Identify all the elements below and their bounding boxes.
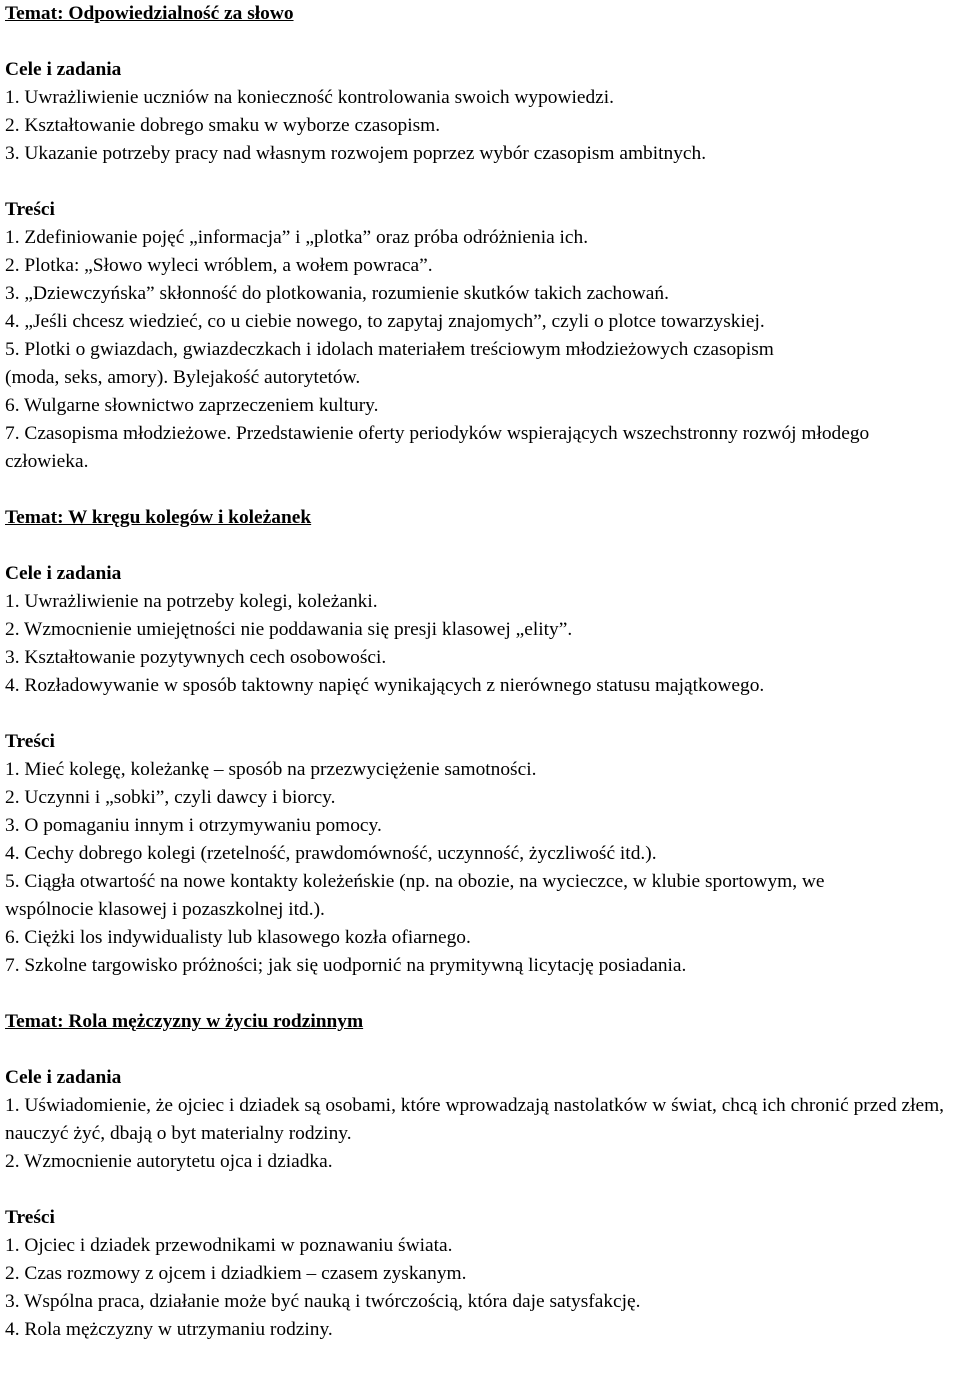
content-item: 2. Plotka: „Słowo wyleci wróblem, a wołem powraca”. xyxy=(5,255,433,276)
goal-item: 3. Kształtowanie pozytywnych cech osobowości. xyxy=(5,647,387,668)
goal-item: 3. Ukazanie potrzeby pracy nad własnym rozwojem poprzez wybór czasopism ambitnych. xyxy=(5,143,707,164)
content-item: 4. Cechy dobrego kolegi (rzetelność, prawdomówność, uczynność, życzliwość itd.). xyxy=(5,843,657,864)
content-item: 3. O pomaganiu innym i otrzymywaniu pomocy. xyxy=(5,815,382,836)
spacer xyxy=(5,168,960,196)
spacer xyxy=(5,28,960,56)
goals-heading: Cele i zadania xyxy=(5,1067,122,1088)
section-role-of-man xyxy=(5,1008,960,1344)
topic-title: Temat: Rola mężczyzny w życiu rodzinnym xyxy=(5,1011,364,1032)
goal-item: 4. Rozładowywanie w sposób taktowny napięć wynikających z nierównego statusu majątkowego. xyxy=(5,675,765,696)
content-item: 2. Czas rozmowy z ojcem i dziadkiem – czasem zyskanym. xyxy=(5,1263,467,1284)
goals-heading: Cele i zadania xyxy=(5,563,122,584)
spacer xyxy=(5,980,960,1008)
goal-item: 1. Uświadomienie, że ojciec i dziadek są osobami, które wprowadzają nastolatków w świat, chcą ich chronić przed złem, nauczyć żyć, dbają o byt materialny rodziny. xyxy=(5,1095,945,1144)
content-item: 4. „Jeśli chcesz wiedzieć, co u ciebie nowego, to zapytaj znajomych”, czyli o plotce towarzyskiej. xyxy=(5,311,765,332)
content-item: 2. Uczynni i „sobki”, czyli dawcy i biorcy. xyxy=(5,787,336,808)
content-item-continuation: (moda, seks, amory). Bylejakość autorytetów. xyxy=(5,367,361,388)
content-heading: Treści xyxy=(5,1207,55,1228)
content-item: 7. Czasopisma młodzieżowe. Przedstawienie oferty periodyków wspierających wszechstronny rozwój młodego człowieka. xyxy=(5,423,870,472)
content-item: 1. Ojciec i dziadek przewodnikami w poznawaniu świata. xyxy=(5,1235,453,1256)
content-item: 4. Rola mężczyzny w utrzymaniu rodziny. xyxy=(5,1319,333,1340)
goals-heading: Cele i zadania xyxy=(5,59,122,80)
section-responsibility-for-words xyxy=(5,0,960,504)
content-item: 5. Ciągła otwartość na nowe kontakty koleżeńskie (np. na obozie, na wycieczce, w klubie sportowym, we wspólnocie klasowej i pozaszkolnej itd.). xyxy=(5,871,825,920)
content-item: 3. „Dziewczyńska” skłonność do plotkowania, rozumienie skutków takich zachowań. xyxy=(5,283,669,304)
content-item: 7. Szkolne targowisko próżności; jak się uodpornić na prymitywną licytację posiadania. xyxy=(5,955,687,976)
content-item: 6. Ciężki los indywidualisty lub klasowego kozła ofiarnego. xyxy=(5,927,471,948)
spacer xyxy=(5,476,960,504)
goal-item: 2. Wzmocnienie autorytetu ojca i dziadka. xyxy=(5,1151,333,1172)
content-item: 3. Wspólna praca, działanie może być nauką i twórczością, która daje satysfakcję. xyxy=(5,1291,641,1312)
spacer xyxy=(5,532,960,560)
spacer xyxy=(5,1176,960,1204)
content-item: 5. Plotki o gwiazdach, gwiazdeczkach i idolach materiałem treściowym młodzieżowych czasopism xyxy=(5,339,774,360)
content-heading: Treści xyxy=(5,731,55,752)
section-classmates xyxy=(5,504,960,1008)
content-item: 1. Zdefiniowanie pojęć „informacja” i „plotka” oraz próba odróżnienia ich. xyxy=(5,227,589,248)
goal-item: 2. Kształtowanie dobrego smaku w wyborze czasopism. xyxy=(5,115,441,136)
topic-title: Temat: W kręgu kolegów i koleżanek xyxy=(5,507,312,528)
content-heading: Treści xyxy=(5,199,55,220)
content-item: 1. Mieć kolegę, koleżankę – sposób na przezwyciężenie samotności. xyxy=(5,759,537,780)
content-item: 6. Wulgarne słownictwo zaprzeczeniem kultury. xyxy=(5,395,379,416)
topic-title: Temat: Odpowiedzialność za słowo xyxy=(5,3,294,24)
goal-item: 2. Wzmocnienie umiejętności nie poddawania się presji klasowej „elity”. xyxy=(5,619,573,640)
goal-item: 1. Uwrażliwienie uczniów na konieczność kontrolowania swoich wypowiedzi. xyxy=(5,87,615,108)
spacer xyxy=(5,700,960,728)
spacer xyxy=(5,1036,960,1064)
goal-item: 1. Uwrażliwienie na potrzeby kolegi, koleżanki. xyxy=(5,591,378,612)
